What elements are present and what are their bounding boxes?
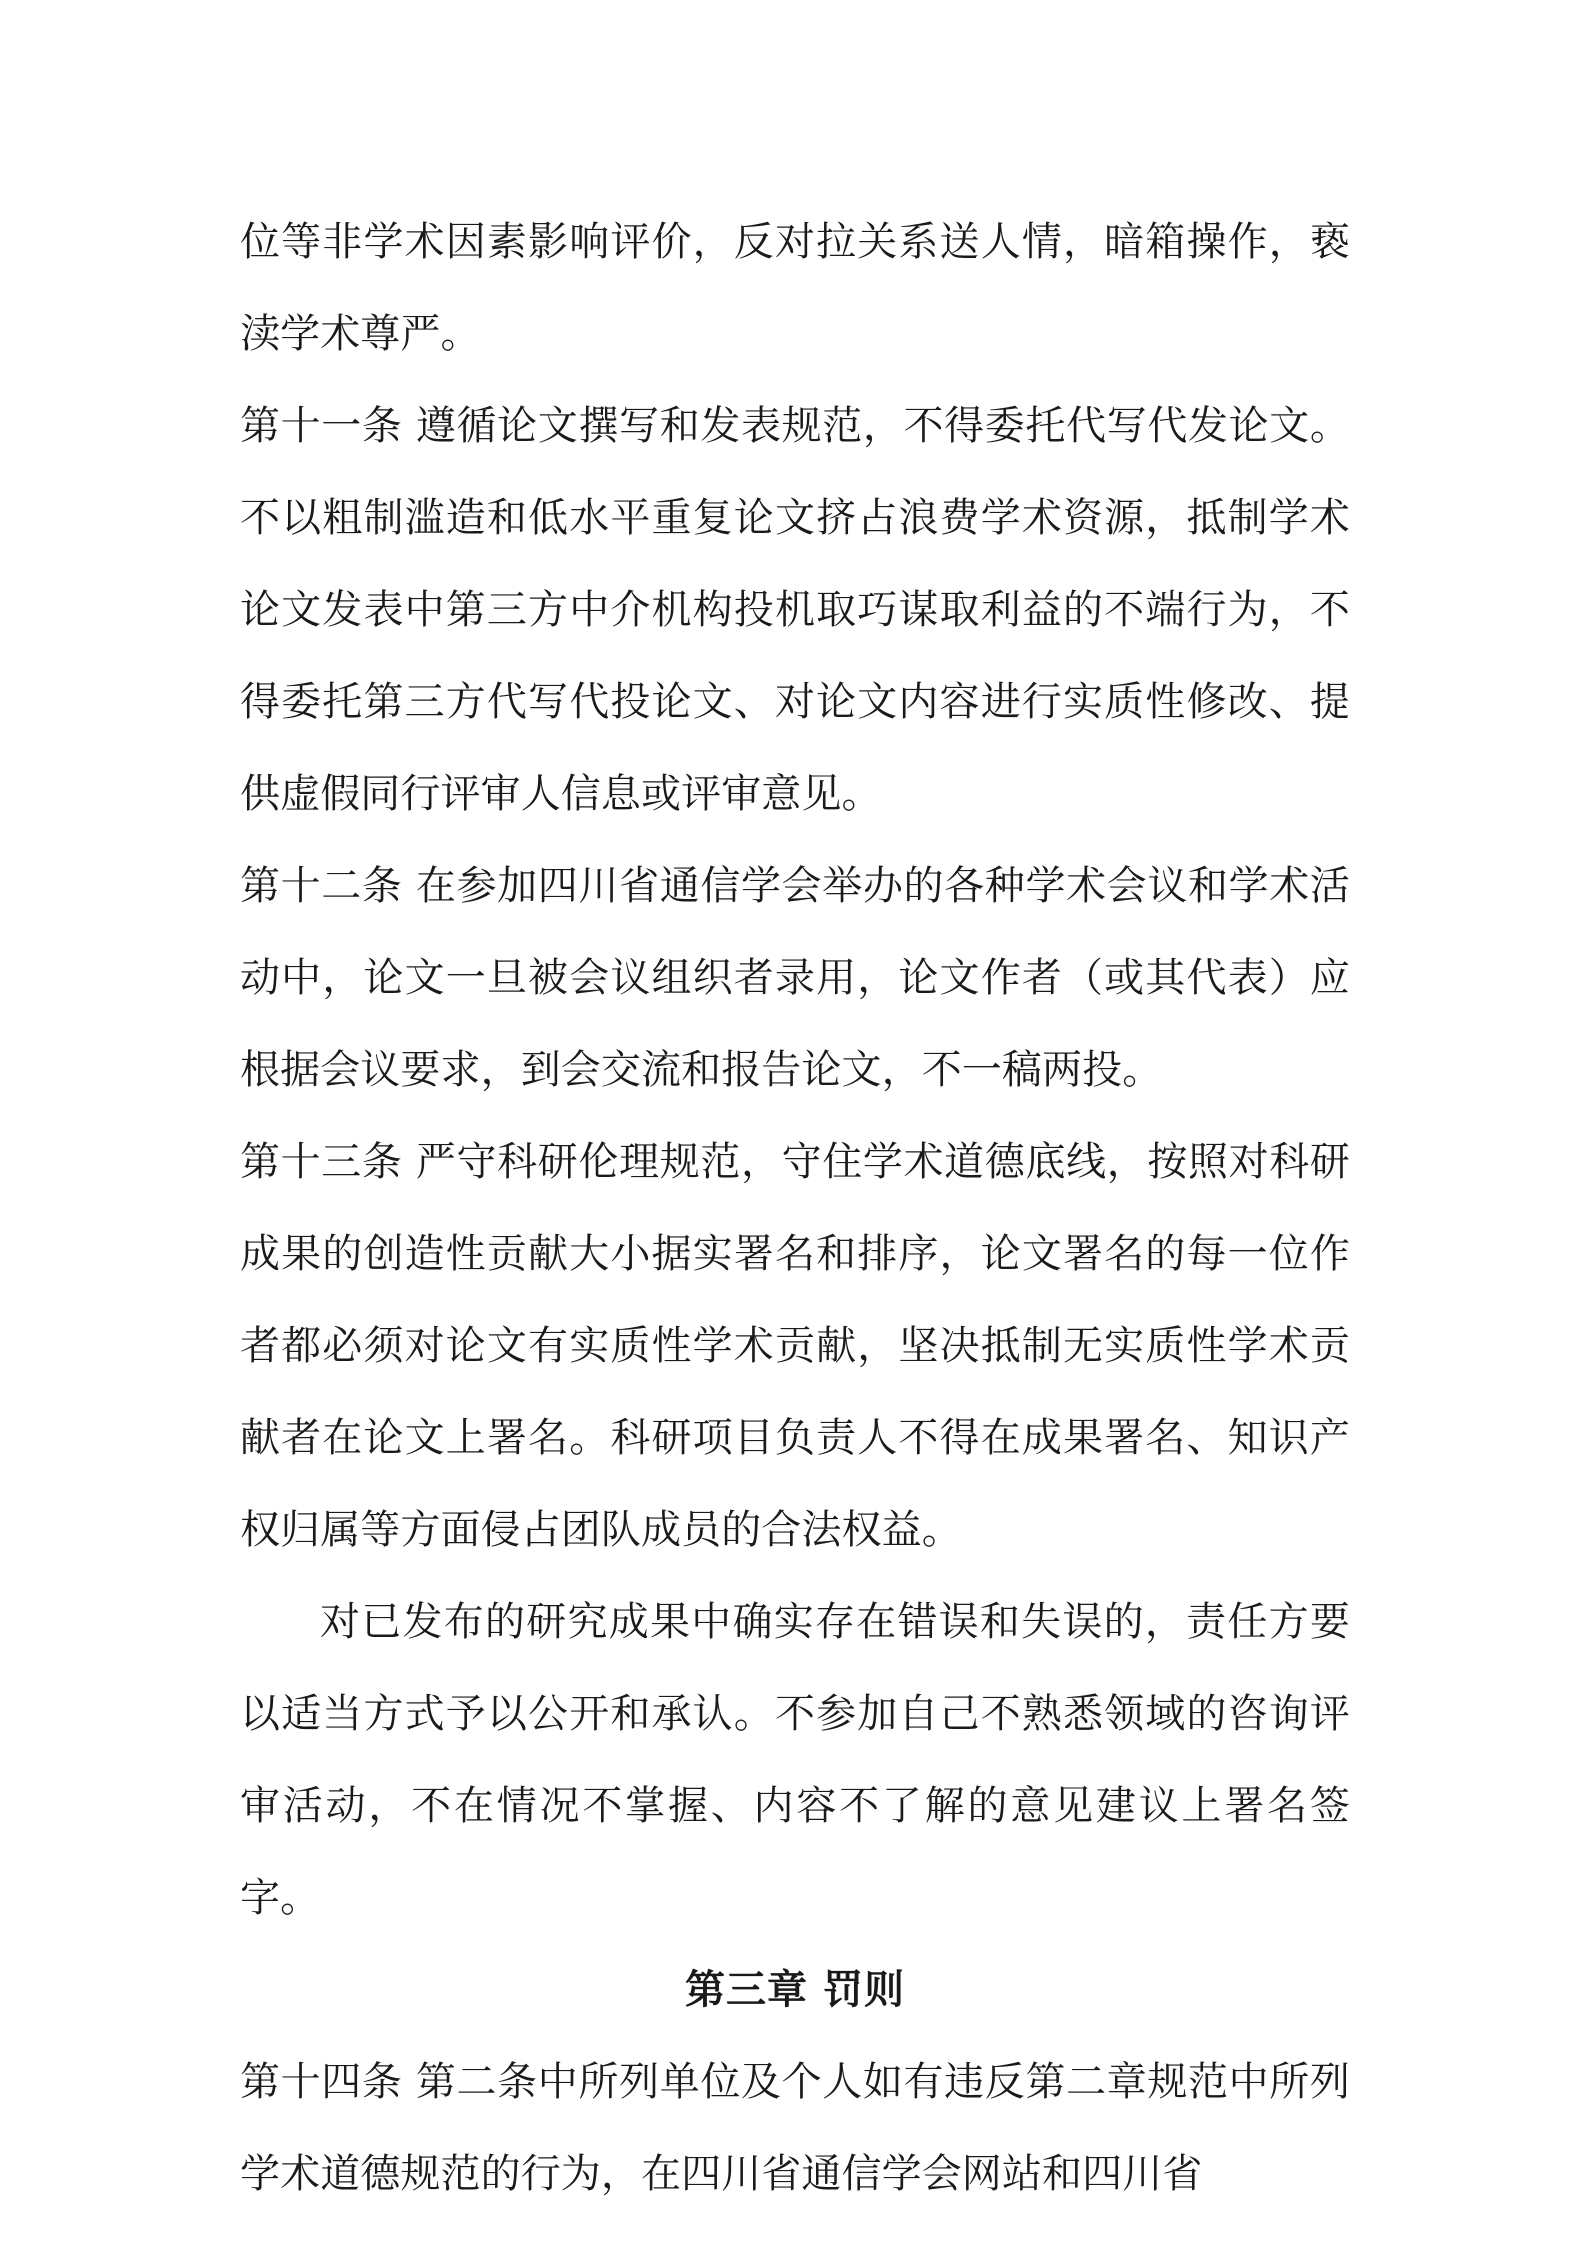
chapter-title: 第三章 罚则 bbox=[685, 1966, 905, 2013]
paragraph-continued: 位等非学术因素影响评价，反对拉关系送人情，暗箱操作，亵渎学术尊严。 bbox=[240, 219, 1350, 357]
article-11: 第十一条 遵循论文撰写和发表规范，不得委托代写代发论文。不以粗制滥造和低水平重复论文挤占浪费学术资源，抵制学术论文发表中第三方中介机构投机取巧谋取利益的不端行为，不得委托第三方代写代投论文、对论文内容进行实质性修改、提供虚假同行评审人信息或评审意见。 bbox=[240, 403, 1350, 817]
article-14: 第十四条 第二条中所列单位及个人如有违反第二章规范中所列学术道德规范的行为，在四川省通信学会网站和四川省 bbox=[240, 2059, 1350, 2197]
article-13-continued: 对已发布的研究成果中确实存在错误和失误的，责任方要以适当方式予以公开和承认。不参加自己不熟悉领域的咨询评审活动，不在情况不掌握、内容不了解的意见建议上署名签字。 bbox=[240, 1599, 1350, 1921]
article-12: 第十二条 在参加四川省通信学会举办的各种学术会议和学术活动中，论文一旦被会议组织者录用，论文作者（或其代表）应根据会议要求，到会交流和报告论文，不一稿两投。 bbox=[240, 863, 1350, 1093]
document-body bbox=[240, 196, 1350, 2220]
article-13: 第十三条 严守科研伦理规范，守住学术道德底线，按照对科研成果的创造性贡献大小据实署名和排序，论文署名的每一位作者都必须对论文有实质性学术贡献，坚决抵制无实质性学术贡献者在论文上署名。科研项目负责人不得在成果署名、知识产权归属等方面侵占团队成员的合法权益。 bbox=[240, 1139, 1350, 1553]
